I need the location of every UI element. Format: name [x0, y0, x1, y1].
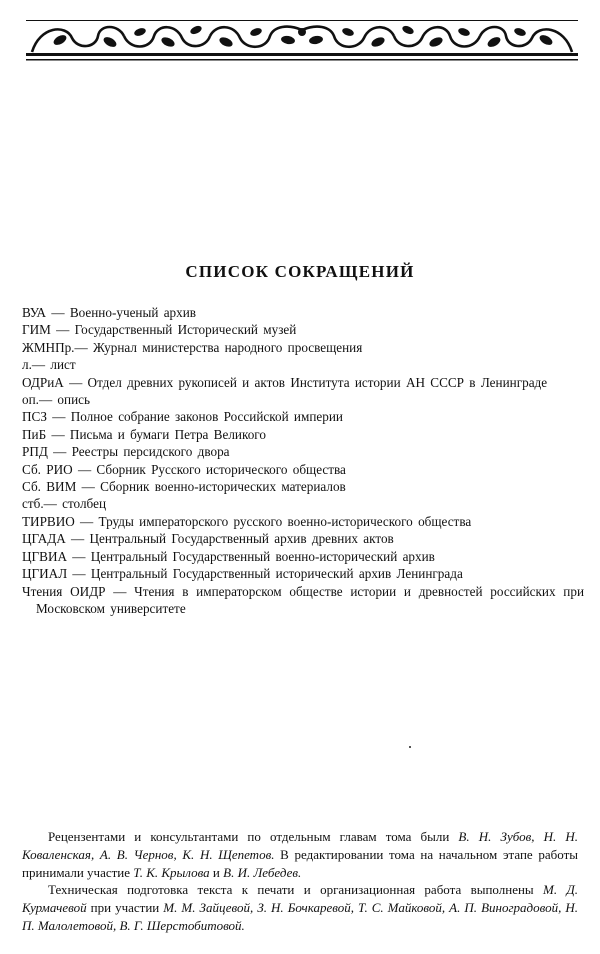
- credits-names: В. И. Лебедев.: [223, 864, 302, 880]
- credits-text: при участии: [86, 900, 164, 916]
- abbreviation-item: ЦГАДА — Центральный Государственный архив древних актов: [22, 531, 394, 547]
- technical-prep-paragraph: [22, 881, 578, 934]
- abbreviation-item: ГИМ — Государственный Исторический музей: [22, 322, 297, 338]
- abbreviation-item: ВУА — Военно-ученый архив: [22, 305, 197, 320]
- abbreviation-item: РПД — Реестры персидского двора: [22, 444, 230, 460]
- credits-names: М. Д. Курмачевой: [22, 882, 578, 916]
- abbreviation-item: Сб. ВИМ — Сборник военно-исторических материалов: [22, 479, 346, 495]
- credits-text: Техническая подготовка текста к печати и организационная работа выполнены: [48, 882, 544, 898]
- credits-names: Т. К. Крылова: [133, 864, 210, 880]
- credits-names: В. Н. Зубов, Н. Н. Коваленская, А. В. Чернов, К. Н. Щепетов.: [22, 829, 578, 862]
- credits-section: [22, 828, 578, 935]
- stray-dot: [409, 746, 411, 748]
- credits-text: Рецензентами и консультантами по отдельным главам тома были: [48, 829, 459, 844]
- abbreviation-item: ЦГВИА — Центральный Государственный военно-исторический архив: [22, 548, 435, 564]
- abbreviation-item: ПСЗ — Полное собрание законов Российской империи: [22, 409, 343, 425]
- abbreviation-item: ПиБ — Письма и бумаги Петра Великого: [22, 426, 266, 442]
- abbreviation-item: л.— лист: [22, 357, 76, 373]
- credits-text: В редактировании тома на начальном этапе работы принимали участие: [22, 846, 579, 880]
- abbreviation-item: ЦГИАЛ — Центральный Государственный исторический архив Ленинграда: [22, 566, 463, 582]
- abbreviation-item: Сб. РИО — Сборник Русского исторического общества: [22, 461, 346, 477]
- abbreviation-item: ЖМНПр.— Журнал министерства народного просвещения: [22, 339, 363, 355]
- credits-names: М. М. Зайцевой, З. Н. Бочкаревой, Т. С. Майковой, А. П. Виноградовой, Н. П. Малолетовой, В. Г. Шерстобитовой.: [22, 900, 579, 933]
- credits-text: и: [209, 864, 224, 880]
- reviewers-paragraph: [22, 828, 578, 881]
- page-title: СПИСОК СОКРАЩЕНИЙ: [185, 262, 415, 281]
- abbreviation-list: [22, 304, 584, 617]
- abbreviation-item: ОДРиА — Отдел древних рукописей и актов Института истории АН СССР в Ленинграде: [22, 374, 548, 390]
- abbreviation-item: ТИРВИО — Труды императорского русского военно-исторического общества: [22, 513, 472, 529]
- abbreviation-item: оп.— опись: [22, 392, 91, 408]
- decorative-ornament-border: [26, 18, 578, 64]
- abbreviation-item: стб.— столбец: [22, 496, 106, 512]
- abbreviation-item: Чтения ОИДР — Чтения в императорском обществе истории и древностей российских при Московском университете: [22, 583, 584, 616]
